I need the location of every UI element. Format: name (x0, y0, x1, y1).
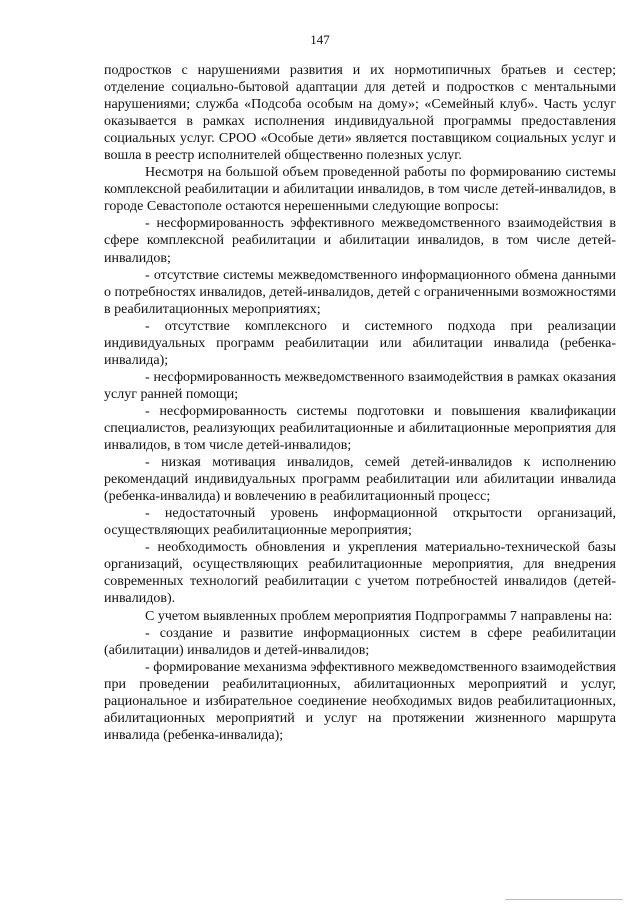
paragraph-continued-services: подростков с нарушениями развития и их нормотипичных братьев и сестер; отделение социально-бытовой адаптации для детей и подростков с ментальными нарушениями; служба «Подсоба особым на дому»; «Семейный клуб». Часть услуг оказывается в рамках исполнения индивидуальной программы предоставления социальных услуг. СРОО «Особые дети» является поставщиком социальных услуг и вошла в реестр исполнителей общественно полезных услуг. (104, 63, 616, 164)
list-item-information-openness: - недостаточный уровень информационной открытости организаций, осуществляющих реабилитационные мероприятия; (104, 506, 616, 539)
list-item-information-exchange: - отсутствие системы межведомственного информационного обмена данными о потребностях инвалидов, детей-инвалидов, детей с ограниченными возможностями в реабилитационных мероприятиях; (104, 267, 616, 317)
list-item-early-help: - несформированность межведомственного взаимодействия в рамках оказания услуг ранней помощи; (104, 369, 616, 402)
list-item-comprehensive-approach: - отсутствие комплексного и системного подхода при реализации индивидуальных программ реабилитации или абилитации инвалида (ребенка-инвалида); (104, 318, 616, 368)
document-body (104, 62, 616, 744)
page-number: 147 (310, 32, 330, 47)
list-item-specialist-training: - несформированность системы подготовки и повышения квалификации специалистов, реализующих реабилитационные и абилитационные мероприятия для инвалидов, в том числе детей-инвалидов; (104, 403, 616, 454)
scan-edge-mark (505, 899, 623, 900)
list-item-material-base: - необходимость обновления и укрепления материально-технической базы организаций, осуществляющих реабилитационные мероприятия, для внедрения современных технологий реабилитации с учетом потребностей инвалидов (детей-инвалидов). (104, 540, 616, 607)
list-item-interaction-mechanism: - формирование механизма эффективного межведомственного взаимодействия при проведении реабилитационных, абилитационных мероприятий и услуг, рациональное и избирательное соединение необходимых видов реабилитационных, абилитационных мероприятий и услуг на протяжении жизненного маршрута инвалида (ребенка-инвалида); (104, 659, 616, 743)
list-item-information-systems: - создание и развитие информационных систем в сфере реабилитации (абилитации) инвалидов и детей-инвалидов; (104, 625, 616, 658)
paragraph-unresolved-issues-intro: Несмотря на большой объем проведенной работы по формированию системы комплексной реабилитации и абилитации инвалидов, в том числе детей-инвалидов, в городе Севастополе остаются нерешенными следующие вопросы: (104, 165, 616, 215)
list-item-interagency-interaction: - несформированность эффективного межведомственного взаимодействия в сфере комплексной реабилитации и абилитации инвалидов, в том числе детей-инвалидов; (104, 216, 616, 266)
paragraph-subprogram-aims: С учетом выявленных проблем мероприятия Подпрограммы 7 направлены на: (145, 608, 613, 624)
list-item-low-motivation: - низкая мотивация инвалидов, семей детей-инвалидов к исполнению рекомендаций индивидуальных программ реабилитации или абилитации инвалида (ребенка-инвалида) и вовлечению в реабилитационный процесс; (104, 455, 616, 505)
